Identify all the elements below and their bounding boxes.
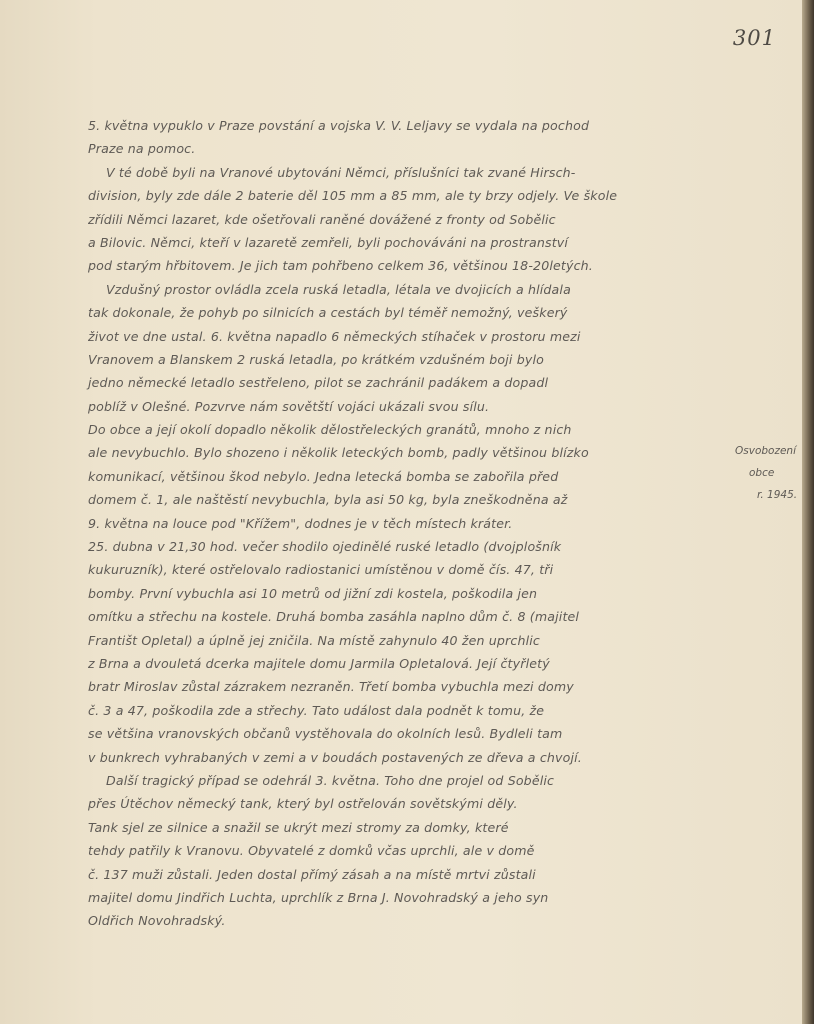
- text-line: majitel domu Jindřich Luchta, uprchlík z Brna J. Novohradský a jeho syn: [88, 889, 549, 905]
- text-line: z Brna a dvouletá dcerka majitele domu Jarmila Opletalová. Její čtyřletý: [88, 655, 550, 671]
- text-line: č. 3 a 47, poškodila zde a střechy. Tato událost dala podnět k tomu, že: [88, 702, 545, 718]
- text-line: č. 137 muži zůstali. Jeden dostal přímý zásah a na místě mrtvi zůstali: [88, 866, 536, 882]
- text-line: Do obce a její okolí dopadlo několik dělostřeleckých granátů, mnoho z nich: [88, 422, 572, 438]
- text-line: bomby. První vybuchla asi 10 metrů od jižní zdi kostela, poškodila jen: [88, 585, 538, 601]
- text-line: Tank sjel ze silnice a snažil se ukrýt mezi stromy za domky, které: [88, 819, 509, 835]
- text-line: ale nevybuchlo. Bylo shozeno i několik leteckých bomb, padly většinou blízko: [88, 445, 589, 461]
- book-binding-edge: [802, 0, 814, 1024]
- text-line: domem č. 1, ale naštěstí nevybuchla, byla asi 50 kg, byla zneškodněna až: [88, 492, 568, 508]
- text-line: tak dokonale, že pohyb po silnicích a cestách byl téměř nemožný, veškerý: [88, 305, 568, 321]
- text-line: jedno německé letadlo sestřeleno, pilot se zachránil padákem a dopadl: [88, 375, 549, 391]
- margin-note-line: obce: [749, 467, 775, 479]
- text-line: bratr Miroslav zůstal zázrakem nezraněn. Třetí bomba vybuchla mezi domy: [88, 679, 574, 695]
- text-line: Praze na pomoc.: [88, 141, 196, 157]
- text-line: Vranovem a Blanskem 2 ruská letadla, po krátkém vzdušném boji bylo: [88, 351, 544, 367]
- text-line: a Bilovic. Němci, kteří v lazaretě zemřeli, byli pochováváni na prostranství: [88, 234, 569, 250]
- text-line: Oldřich Novohradský.: [88, 913, 226, 929]
- margin-note: [735, 440, 801, 506]
- text-line: se většina vranovských občanů vystěhovala do okolních lesů. Bydleli tam: [88, 726, 563, 742]
- text-line: 5. května vypuklo v Praze povstání a vojska V. V. Leljavy se vydala na pochod: [88, 118, 590, 133]
- text-line: v bunkrech vyhrabaných v zemi a v boudách postavených ze dřeva a chvojí.: [88, 749, 582, 765]
- text-line: tehdy patřily k Vranovu. Obyvatelé z domků včas uprchli, ale v domě: [88, 843, 535, 859]
- text-line: Vzdušný prostor ovládla zcela ruská letadla, létala ve dvojicích a hlídala: [106, 281, 571, 297]
- text-line: omítku a střechu na kostele. Druhá bomba zasáhla naplno dům č. 8 (majitel: [88, 609, 580, 625]
- text-line: zřídili Němci lazaret, kde ošetřovali raněné dovážené z fronty od Sobělic: [88, 211, 556, 227]
- text-line: pod starým hřbitovem. Je jich tam pohřbeno celkem 36, většinou 18-20letých.: [88, 258, 593, 274]
- text-line: Další tragický případ se odehrál 3. května. Toho dne projel od Sobělic: [106, 772, 555, 788]
- text-line: kukuruzník), které ostřelovalo radiostanici umístěnou v domě čís. 47, tři: [88, 562, 554, 578]
- chronicle-text: [88, 114, 718, 933]
- text-line: život ve dne ustal. 6. května napadlo 6 německých stíhaček v prostoru mezi: [88, 328, 581, 344]
- text-line: 25. dubna v 21,30 hod. večer shodilo ojedinělé ruské letadlo (dvojplošník: [88, 539, 562, 555]
- text-line: division, byly zde dále 2 baterie děl 105 mm a 85 mm, ale ty brzy odjely. Ve škole: [88, 188, 618, 204]
- page-number: 301: [732, 26, 776, 50]
- text-line: 9. května na louce pod "Křížem", dodnes je v těch místech kráter.: [88, 515, 513, 531]
- text-line: přes Útěchov německý tank, který byl ostřelován sovětskými děly.: [88, 796, 518, 812]
- text-line: Františt Opletal) a úplně jej zničila. Na místě zahynulo 40 žen uprchlic: [88, 632, 540, 648]
- text-line: V té době byli na Vranové ubytováni Němci, příslušníci tak zvané Hirsch-: [106, 164, 576, 180]
- text-line: poblíž v Olešné. Pozvrve nám sovětští vojáci ukázali svou sílu.: [88, 398, 490, 414]
- margin-note-line: Osvobození: [735, 445, 797, 457]
- margin-note-line: r. 1945.: [757, 489, 798, 501]
- text-line: komunikací, většinou škod nebylo. Jedna letecká bomba se zabořila před: [88, 468, 559, 484]
